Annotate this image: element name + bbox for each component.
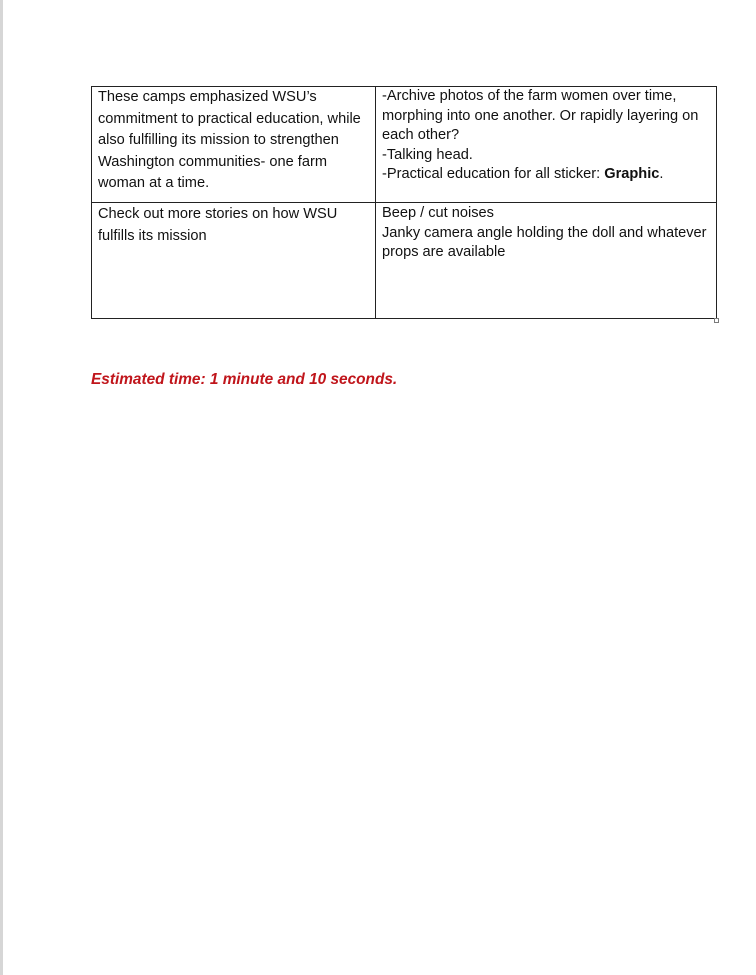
table-cell-narration[interactable] — [92, 87, 376, 203]
table-resize-handle[interactable] — [714, 318, 719, 323]
visuals-text — [382, 87, 710, 185]
visuals-line: -Archive photos of the farm women over time, morphing into one another. Or rapidly layering on each other? — [382, 88, 699, 143]
visuals-text — [382, 204, 710, 263]
visuals-line — [382, 165, 710, 185]
visuals-line: Janky camera angle holding the doll and whatever props are available — [382, 224, 707, 260]
narration-text: These camps emphasized WSU’s commitment to practical education, while also fulfilling its mission to strengthen Washington communities- one farm woman at a time. — [98, 89, 361, 191]
narration-text: Check out more stories on how WSU fulfills its mission — [98, 206, 338, 244]
visuals-line: Beep / cut noises — [382, 205, 494, 221]
table-cell-narration[interactable] — [92, 203, 376, 319]
document-page — [3, 0, 756, 975]
visuals-line-text: -Practical education for all sticker: — [382, 166, 605, 182]
script-table — [91, 86, 717, 319]
table-cell-visuals[interactable] — [376, 203, 717, 319]
table-row — [92, 203, 717, 319]
visuals-line-period: . — [659, 166, 664, 182]
visuals-line: -Talking head. — [382, 146, 473, 163]
graphic-bold-text: Graphic — [604, 166, 660, 182]
estimated-time-text: Estimated time: 1 minute and 10 seconds. — [91, 371, 398, 388]
table-row — [92, 87, 717, 203]
table-cell-visuals[interactable] — [376, 87, 717, 203]
